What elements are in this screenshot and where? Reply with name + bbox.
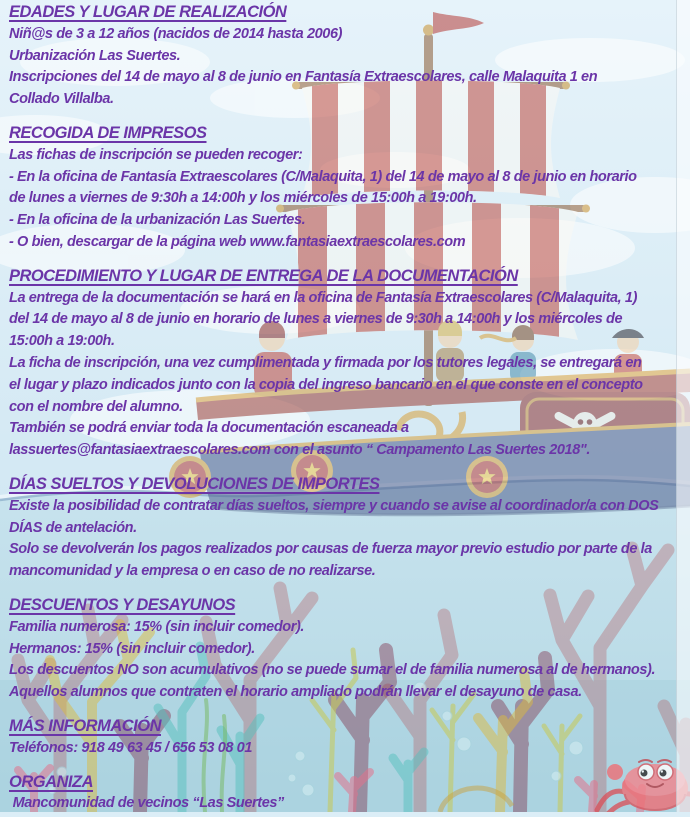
- section-line: Existe la posibilidad de contratar días sueltos, siempre y cuando se avise al coordinador/a con DOS: [9, 497, 659, 514]
- section-line: lassuertes@fantasiaextraescolares.com con el asunto “ Campamento Las Suertes 2018".: [9, 442, 590, 459]
- section-line: Aquellos alumnos que contraten el horario ampliado podrán llevar el desayuno de casa.: [9, 684, 582, 701]
- document-section: [9, 716, 686, 760]
- document-section: [9, 772, 686, 816]
- section-line: 15:00h a 19:00h.: [9, 333, 115, 350]
- section-line: - O bien, descargar de la página web www.fantasiaextraescolares.com: [9, 233, 466, 250]
- section-heading: RECOGIDA DE IMPRESOS: [9, 123, 207, 142]
- section-line: - En la oficina de la urbanización Las Suertes.: [9, 212, 306, 229]
- section-line: Las fichas de inscripción se pueden recoger:: [9, 146, 303, 163]
- document-section: [9, 595, 686, 704]
- section-line: Inscripciones del 14 de mayo al 8 de junio en Fantasía Extraescolares, calle Malaquita 1 en: [9, 69, 598, 86]
- section-line: Los descuentos NO son acumulativos (no se puede sumar el de familia numerosa al de hermanos).: [9, 662, 656, 679]
- document-section: [9, 2, 686, 111]
- section-line: mancomunidad y la empresa o en caso de no realizarse.: [9, 563, 376, 580]
- section-heading: EDADES Y LUGAR DE REALIZACIÓN: [9, 3, 287, 21]
- section-heading: DÍAS SUELTOS Y DEVOLUCIONES DE IMPORTES: [9, 474, 380, 493]
- section-line: Familia numerosa: 15% (sin incluir comedor).: [9, 618, 305, 635]
- section-heading: DESCUENTOS Y DESAYUNOS: [9, 595, 236, 614]
- section-line: el lugar y plazo indicados junto con la copia del ingreso bancario en el que conste en el concepto: [9, 376, 643, 393]
- section-line: Collado Villalba.: [9, 91, 114, 108]
- section-line: La entrega de la documentación se hará en la oficina de Fantasía Extraescolares (C/Malaquita, 1): [9, 289, 638, 306]
- section-line: Solo se devolverán los pagos realizados por causas de fuerza mayor previo estudio por parte de la: [9, 541, 652, 558]
- document-section: [9, 266, 686, 462]
- section-line: La ficha de inscripción, una vez cumplimentada y firmada por los tutores legales, se entregará en: [9, 354, 642, 371]
- document-section: [9, 123, 686, 254]
- section-line: También se podrá enviar toda la documentación escaneada a: [9, 420, 409, 437]
- section-line: del 14 de mayo al 8 de junio en horario de lunes a viernes de 9:30h a 14:00h y los miércoles de: [9, 311, 623, 328]
- section-line: Urbanización Las Suertes.: [9, 47, 181, 64]
- document-section: [9, 474, 686, 583]
- section-line: Niñ@s de 3 a 12 años (nacidos de 2014 hasta 2006): [9, 25, 343, 42]
- section-heading: ORGANIZA: [9, 772, 93, 791]
- section-heading: PROCEDIMIENTO Y LUGAR DE ENTREGA DE LA DOCUMENTACIÓN: [9, 266, 518, 285]
- section-line: DÍAS de antelación.: [9, 519, 137, 536]
- section-line: - En la oficina de Fantasía Extraescolares (C/Malaquita, 1) del 14 de mayo al 8 de junio en horario: [9, 168, 637, 185]
- section-line: Hermanos: 15% (sin incluir comedor).: [9, 640, 255, 657]
- section-line: con el nombre del alumno.: [9, 398, 183, 415]
- section-line: de lunes a viernes de 9:30h a 14:00h y los miércoles de 15:00h a 19:00h.: [9, 190, 477, 207]
- section-line: Mancomunidad de vecinos “Las Suertes”: [9, 795, 284, 812]
- section-line: Teléfonos: 918 49 63 45 / 656 53 08 01: [9, 739, 253, 756]
- section-heading: MÁS INFORMACIÓN: [9, 716, 161, 735]
